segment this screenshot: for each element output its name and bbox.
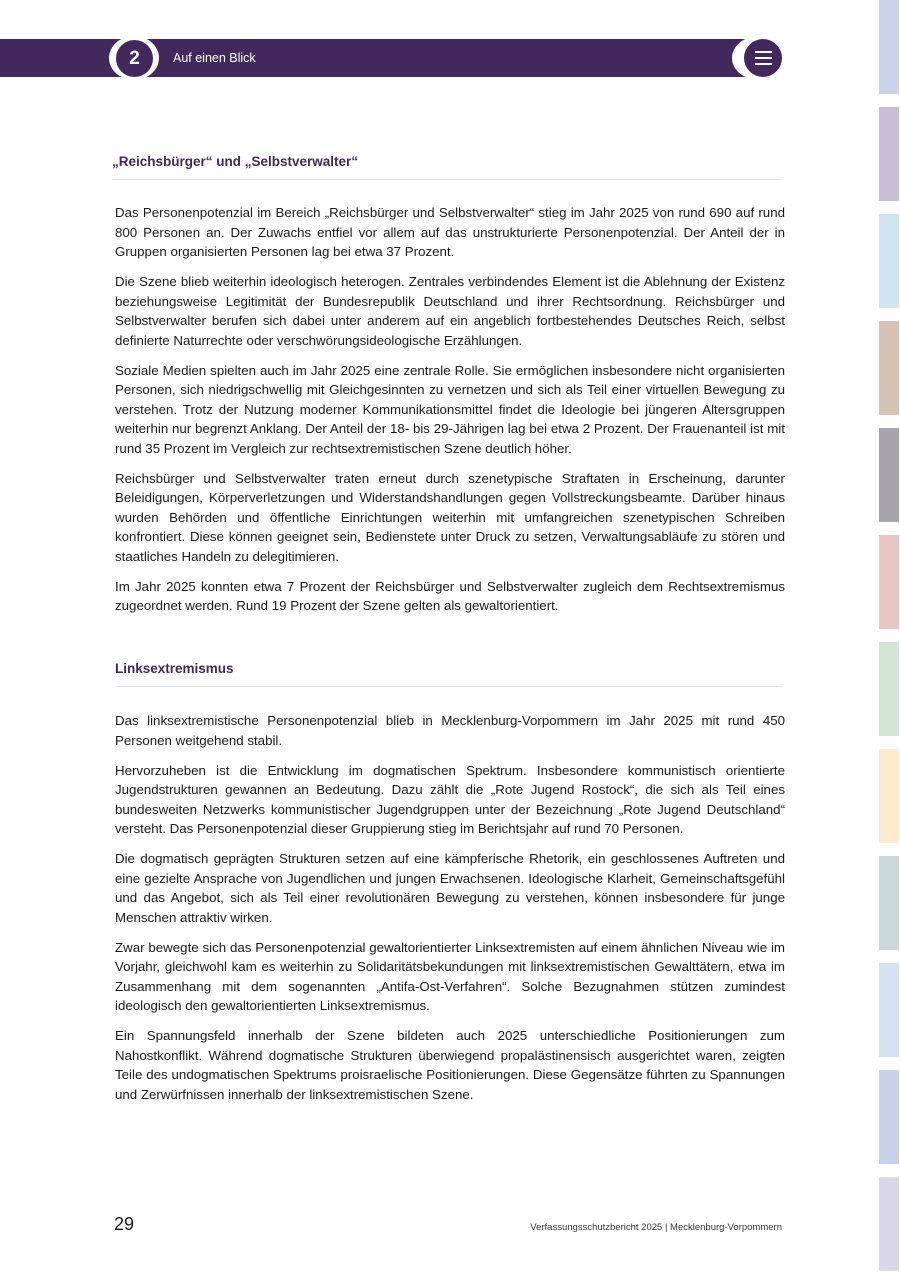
chapter-sidebar: [879, 0, 899, 1272]
paragraph: Die dogmatisch geprägten Strukturen setzen auf eine kämpferische Rhetorik, ein geschlossenes Auftreten und eine gezielte Ansprache von Jugendlichen und jungen Erwachsenen. Ideologische Klarheit, Gemeinschaftsgefühl und das Angebot, sich als Teil einer revolutionären Bewegung zu verstehen, können insbesondere für junge Menschen attraktiv wirken.: [115, 851, 785, 925]
chapter-title[interactable]: Auf einen Blick: [173, 51, 256, 65]
sidebar-tab-4[interactable]: [879, 321, 899, 415]
footer-text: Verfassungsschutzbericht 2025 | Mecklenburg-Vorpommern: [530, 1222, 782, 1233]
paragraph: Die Szene blieb weiterhin ideologisch heterogen. Zentrales verbindendes Element ist die Ablehnung der Existenz beziehungsweise Legitimität der Bundesrepublik Deutschland und ihrer Rechtsordnung. Reichsbürger und Selbstverwalter berufen sich dabei unter anderem auf ein angeblich fortbestehendes Deutsches Reich, selbst definierte Naturrechte oder verschwörungsideologische Erzählungen.: [115, 274, 785, 348]
sidebar-tab-2[interactable]: [879, 107, 899, 201]
hamburger-menu-icon-line: [755, 63, 772, 65]
paragraph: Das linksextremistische Personenpotenzial blieb in Mecklenburg-Vorpommern im Jahr 2025 mit rund 450 Personen weitgehend stabil.: [115, 713, 785, 748]
paragraph: Das Personenpotenzial im Bereich „Reichsbürger und Selbstverwalter“ stieg im Jahr 2025 von rund 690 auf rund 800 Personen an. Der Zuwachs entfiel vor allem auf das unstrukturierte Personenpotenzial. Der Anteil der in Gruppen organisierten Personen lag bei etwa 37 Prozent.: [115, 205, 785, 259]
paragraph: Im Jahr 2025 konnten etwa 7 Prozent der Reichsbürger und Selbstverwalter zugleich dem Rechtsextremismus zugeordnet werden. Rund 19 Prozent der Szene gelten als gewaltorientiert.: [115, 578, 785, 613]
chapter-number-badge: 2: [116, 40, 153, 77]
paragraph: Zwar bewegte sich das Personenpotenzial gewaltorientierter Linksextremisten auf einem ähnlichen Niveau wie im Vorjahr, gleichwohl kam es weiterhin zu Solidaritätsbekundungen mit linksextremistischen Gewalttätern, etwa im Zusammenhang mit dem sogenannten „Antifa-Ost-Verfahren“. Solche Bezugnahmen stützen zumindest ideologisch den gewaltorientierten Linksextremismus.: [115, 939, 785, 1013]
section-body-reichsbuerger: [115, 203, 785, 626]
paragraph: Hervorzuheben ist die Entwicklung im dogmatischen Spektrum. Insbesondere kommunistisch orientierte Jugendstrukturen gewannen an Bedeutung. Dazu zählt die „Rote Jugend Rostock“, die sich als Teil eines bundesweiten Netzwerks kommunistischer Jugendgruppen unter der Bezeichnung „Rote Jugend Deutschland“ versteht. Das Personenpotenzial dieser Gruppierung stieg im Berichtsjahr auf rund 70 Personen.: [115, 762, 785, 836]
paragraph: Reichsbürger und Selbstverwalter traten erneut durch szenetypische Straftaten in Erscheinung, darunter Beleidigungen, Körperverletzungen und Widerstandshandlungen gegen Vollstreckungsbeamte. Darüber hinaus wurden Behörden und öffentliche Einrichtungen weiterhin mit umfangreichen szenetypischen Schreiben konfrontiert. Diese können geeignet sein, Bedienstete unter Druck zu setzen, Verwaltungsabläufe zu stören und staatliches Handeln zu delegitimieren.: [115, 470, 785, 564]
paragraph: Soziale Medien spielten auch im Jahr 2025 eine zentrale Rolle. Sie ermöglichen insbesondere nicht organisierten Personen, sich niedrigschwellig mit Gleichgesinnten zu vernetzen und sich als Teil einer virtuellen Bewegung zu verstehen. Trotz der Nutzung moderner Kommunikationsmittel findet die Ideologie bei jüngeren Altersgruppen weiterhin nur begrenzt Anklang. Der Anteil der 18- bis 29-Jährigen lag bei etwa 2 Prozent. Der Frauenanteil ist mit rund 35 Prozent im Vergleich zur rechtsextremistischen Szene deutlich höher.: [115, 362, 785, 456]
section-heading-linksextremismus: Linksextremismus: [115, 661, 782, 687]
menu-button[interactable]: [744, 39, 782, 77]
sidebar-tab-12[interactable]: [879, 1177, 899, 1271]
sidebar-tab-3[interactable]: [879, 214, 899, 308]
sidebar-tab-1[interactable]: [879, 0, 899, 94]
page-number: 29: [114, 1214, 135, 1234]
section-heading-reichsbuerger: „Reichsbürger“ und „Selbstverwalter“: [112, 154, 782, 180]
sidebar-tab-8[interactable]: [879, 749, 899, 843]
sidebar-tab-6[interactable]: [879, 535, 899, 629]
sidebar-tab-11[interactable]: [879, 1070, 899, 1164]
paragraph: Ein Spannungsfeld innerhalb der Szene bildeten auch 2025 unterschiedliche Positionierungen zum Nahostkonflikt. Während dogmatische Strukturen überwiegend propalästinensisch ausgerichtet waren, zeigten Teile des undogmatischen Spektrums proisraelische Positionierungen. Diese Gegensätze führten zu Spannungen und Zerwürfnissen innerhalb der linksextremistischen Szene.: [115, 1028, 785, 1102]
section-body-linksextremismus: [115, 711, 785, 1115]
sidebar-tab-7[interactable]: [879, 642, 899, 736]
sidebar-tab-10[interactable]: [879, 963, 899, 1057]
hamburger-menu-icon: [755, 51, 772, 53]
sidebar-tab-9[interactable]: [879, 856, 899, 950]
hamburger-menu-icon-line: [755, 57, 772, 59]
sidebar-tab-5[interactable]: [879, 428, 899, 522]
